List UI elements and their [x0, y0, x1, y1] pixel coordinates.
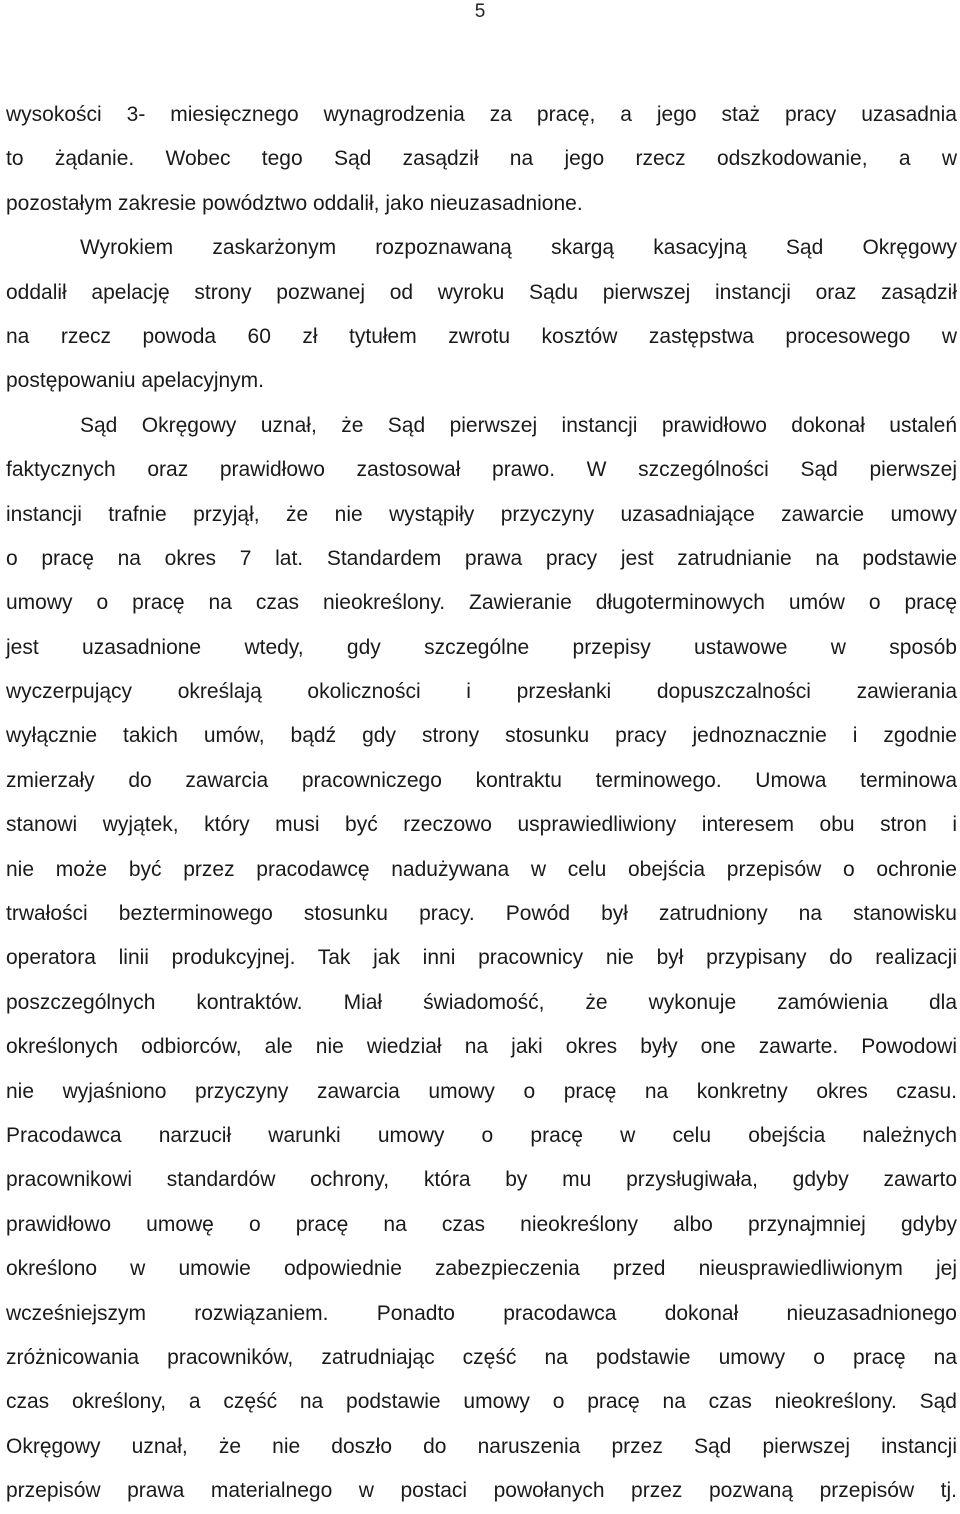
text-line: Pracodawca narzucił warunki umowy o pracę w celu obejścia należnych — [6, 1123, 957, 1147]
document-body — [6, 93, 957, 1514]
text-line: określono w umowie odpowiednie zabezpieczenia przed nieusprawiedliwionym jej — [6, 1257, 957, 1281]
text-line: poszczególnych kontraktów. Miał świadomość, że wykonuje zamówienia dla — [6, 990, 957, 1014]
text-line: wysokości 3- miesięcznego wynagrodzenia za pracę, a jego staż pracy uzasadnia — [6, 103, 957, 126]
text-line: prawidłowo umowę o pracę na czas nieokreślony albo przynajmniej gdyby — [6, 1212, 957, 1236]
text-line: zróżnicowania pracowników, zatrudniając część na podstawie umowy o pracę na — [6, 1345, 957, 1369]
text-line: umowy o pracę na czas nieokreślony. Zawieranie długoterminowych umów o pracę — [6, 591, 957, 615]
text-line: oddalił apelację strony pozwanej od wyroku Sądu pierwszej instancji oraz zasądził — [6, 280, 957, 304]
text-line: nie może być przez pracodawcę nadużywana w celu obejścia przepisów o ochronie — [6, 857, 957, 881]
text-line: czas określony, a część na podstawie umowy o pracę na czas nieokreślony. Sąd — [6, 1390, 957, 1414]
text-line: określonych odbiorców, ale nie wiedział na jaki okres były one zawarte. Powodowi — [6, 1035, 957, 1059]
text-line: wcześniejszym rozwiązaniem. Ponadto pracodawca dokonał nieuzasadnionego — [6, 1301, 957, 1325]
text-line: nie wyjaśniono przyczyny zawarcia umowy o pracę na konkretny okres czasu. — [6, 1079, 957, 1103]
text-line: instancji trafnie przyjął, że nie wystąpiły przyczyny uzasadniające zawarcie umowy — [6, 502, 957, 526]
text-line: faktycznych oraz prawidłowo zastosował prawo. W szczególności Sąd pierwszej — [6, 458, 957, 482]
text-line: jest uzasadnione wtedy, gdy szczególne przepisy ustawowe w sposób — [6, 635, 957, 659]
text-line: zmierzały do zawarcia pracowniczego kontraktu terminowego. Umowa terminowa — [6, 768, 957, 792]
text-line: pozostałym zakresie powództwo oddalił, jako nieuzasadnione. — [6, 191, 583, 215]
text-line: o pracę na okres 7 lat. Standardem prawa pracy jest zatrudnianie na podstawie — [6, 546, 957, 570]
text-line: to żądanie. Wobec tego Sąd zasądził na jego rzecz odszkodowanie, a w — [6, 147, 957, 171]
text-line: pracownikowi standardów ochrony, która by mu przysługiwała, gdyby zawarto — [6, 1168, 957, 1192]
text-line: wyłącznie takich umów, bądź gdy strony stosunku pracy jednoznacznie i zgodnie — [6, 724, 957, 748]
page-number: 5 — [474, 1, 486, 22]
text-line: operatora linii produkcyjnej. Tak jak inni pracownicy nie był przypisany do realizacji — [6, 946, 957, 970]
text-line: postępowaniu apelacyjnym. — [6, 369, 264, 393]
text-line: Sąd Okręgowy uznał, że Sąd pierwszej instancji prawidłowo dokonał ustaleń — [80, 413, 957, 437]
text-line: trwałości bezterminowego stosunku pracy. Powód był zatrudniony na stanowisku — [6, 902, 957, 926]
text-line: stanowi wyjątek, który musi być rzeczowo usprawiedliwiony interesem obu stron i — [6, 813, 957, 837]
text-line: na rzecz powoda 60 zł tytułem zwrotu kosztów zastępstwa procesowego w — [6, 324, 957, 348]
text-line: Wyrokiem zaskarżonym rozpoznawaną skargą kasacyjną Sąd Okręgowy — [80, 236, 957, 260]
text-line: przepisów prawa materialnego w postaci powołanych przez pozwaną przepisów tj. — [6, 1479, 957, 1503]
text-line: Okręgowy uznał, że nie doszło do naruszenia przez Sąd pierwszej instancji — [6, 1434, 957, 1458]
text-line: wyczerpujący określają okoliczności i przesłanki dopuszczalności zawierania — [6, 680, 957, 704]
